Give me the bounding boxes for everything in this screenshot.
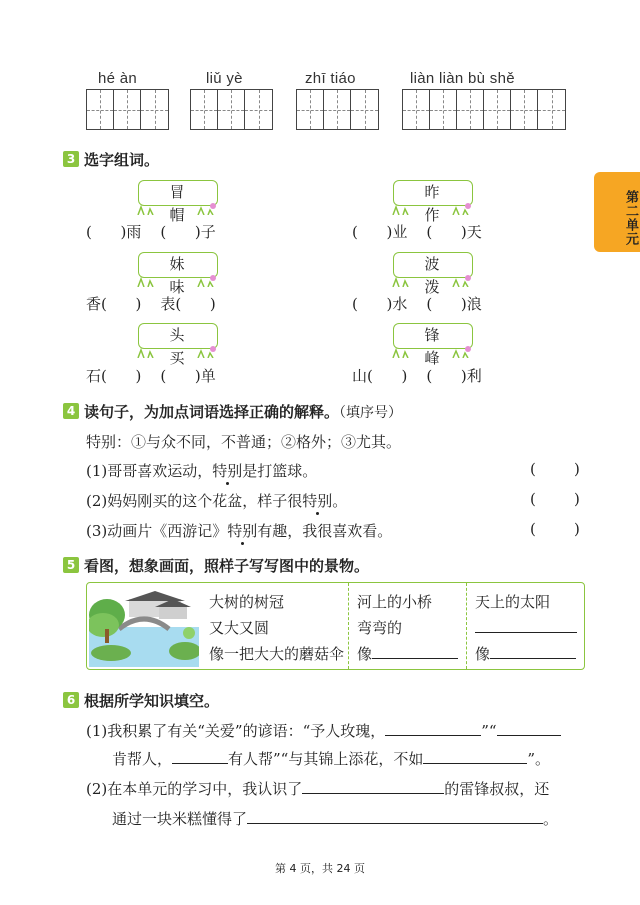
grass-decoration [136,205,218,215]
q6-part1-text-c: 肯帮人， [112,750,173,768]
unit-tab: 第二单元 [594,172,640,252]
column-divider [348,583,349,669]
q6-part1-text-d: 有人帮”“与其锦上添花，不如 [228,750,424,768]
sentence-3 [86,520,392,541]
flower-decoration [465,346,471,352]
blank-leifeng[interactable] [302,778,444,794]
word-box-mei: 妹 味 [138,252,218,278]
bridge-line-1: 河上的小桥 [357,593,433,611]
definition-line: 特别：①与众不同，不普通；②格外；③尤其。 [86,433,402,451]
sentence-1-pre: (1)哥哥喜欢运动， [86,462,213,480]
question-number-4: 4 [63,403,79,419]
example-line-1: 大树的树冠 [209,593,285,611]
word-box-zuo: 昨 作 [393,180,473,206]
pinyin-4: liàn liàn bù shě [410,70,515,87]
grass-decoration [136,348,218,358]
bridge-like-label: 像 [357,645,373,663]
q6-part2-text-d: 。 [543,810,559,828]
writing-grid-1[interactable] [86,89,169,130]
fill-row-2-right[interactable]: ( )水 ( )浪 [352,295,482,313]
answer-paren-3[interactable]: ( ) [530,520,580,538]
sentence-2 [86,490,347,511]
fill-row-3-left[interactable]: 石( ) ( )单 [86,367,216,385]
lake-scene-illustration [89,585,199,667]
q6-part1-text-b: ”“ [481,722,497,740]
blank-proverb-4[interactable] [423,748,527,764]
q6-part2-line2 [112,808,558,829]
example-line-2: 又大又圆 [209,619,270,637]
blank-proverb-3[interactable] [172,748,228,764]
word-box-feng: 锋 峰 [393,323,473,349]
flower-decoration [210,203,216,209]
flower-decoration [210,346,216,352]
pinyin-2: liǔ yè [206,70,243,87]
writing-grid-3[interactable] [296,89,379,130]
sun-answer-blank-2[interactable] [490,643,576,659]
bridge-answer-blank[interactable] [372,643,458,659]
sentence-3-post: 有趣，我很喜欢看。 [257,522,393,540]
word-box-mao: 冒 帽 [138,180,218,206]
flower-decoration [465,275,471,281]
sentence-2-post: 。 [332,492,348,510]
blank-proverb-2[interactable] [497,720,561,736]
pinyin-3: zhī tiáo [305,70,356,87]
writing-grid-4[interactable] [402,89,566,130]
q6-part1-line1 [86,720,561,741]
answer-paren-1[interactable]: ( ) [530,460,580,478]
fill-row-3-right[interactable]: 山( ) ( )利 [352,367,482,385]
sun-line-3 [475,643,576,664]
answer-paren-2[interactable]: ( ) [530,490,580,508]
example-line-3: 像一把大大的蘑菇伞 [209,645,345,663]
flower-decoration [465,203,471,209]
q6-part1-text-a: (1)我积累了有关“关爱”的谚语：“予人玫瑰， [86,722,386,740]
q6-part1-line2 [112,748,550,769]
fill-row-1-left[interactable]: ( )雨 ( )子 [86,223,216,241]
grass-decoration [391,348,473,358]
example-table [86,582,585,670]
writing-grid-2[interactable] [190,89,273,130]
q6-part1-text-e: ”。 [527,750,551,768]
dotted-word: 特别 [302,492,333,510]
pinyin-1: hé àn [98,70,138,87]
question-title-6: 根据所学知识填空。 [84,692,220,710]
grass-decoration [391,205,473,215]
sentence-2-pre: (2)妈妈刚买的这个花盆，样子很 [86,492,303,510]
q6-part2-line1 [86,778,549,799]
page-footer: 第 4 页，共 24 页 [275,862,365,875]
sun-line-1: 天上的太阳 [475,593,551,611]
question-title-4-text: 读句子，为加点词语选择正确的解释。 [84,403,340,421]
fill-row-2-left[interactable]: 香( ) 表( ) [86,295,216,313]
sentence-3-pre: (3)动画片《西游记》 [86,522,228,540]
grass-decoration [136,277,218,287]
grass-decoration [391,277,473,287]
question-number-6: 6 [63,692,79,708]
question-number-5: 5 [63,557,79,573]
q6-part2-text-b: 的雷锋叔叔，还 [444,780,550,798]
sentence-1-post: 是打篮球。 [242,462,318,480]
sun-like-label: 像 [475,645,491,663]
blank-proverb-1[interactable] [385,720,481,736]
q6-part2-text-c: 通过一块米糕懂得了 [112,810,248,828]
question-number-3: 3 [63,151,79,167]
sun-answer-blank-1[interactable] [475,617,577,633]
sentence-1 [86,460,317,481]
question-title-4 [84,401,402,422]
fill-row-1-right[interactable]: ( )业 ( )天 [352,223,482,241]
column-divider [466,583,467,669]
question-hint-4: （填序号） [339,405,403,421]
bridge-line-2: 弯弯的 [357,619,403,637]
word-box-bo: 波 泼 [393,252,473,278]
question-title-5: 看图，想象画面，照样子写写图中的景物。 [84,557,370,575]
dotted-word: 特别 [227,522,258,540]
bridge-line-3 [357,643,458,664]
flower-decoration [210,275,216,281]
q6-part2-text-a: (2)在本单元的学习中，我认识了 [86,780,303,798]
word-box-tou: 头 买 [138,323,218,349]
question-title-3: 选字组词。 [84,151,160,169]
blank-migao[interactable] [247,808,543,824]
dotted-word: 特别 [212,462,243,480]
